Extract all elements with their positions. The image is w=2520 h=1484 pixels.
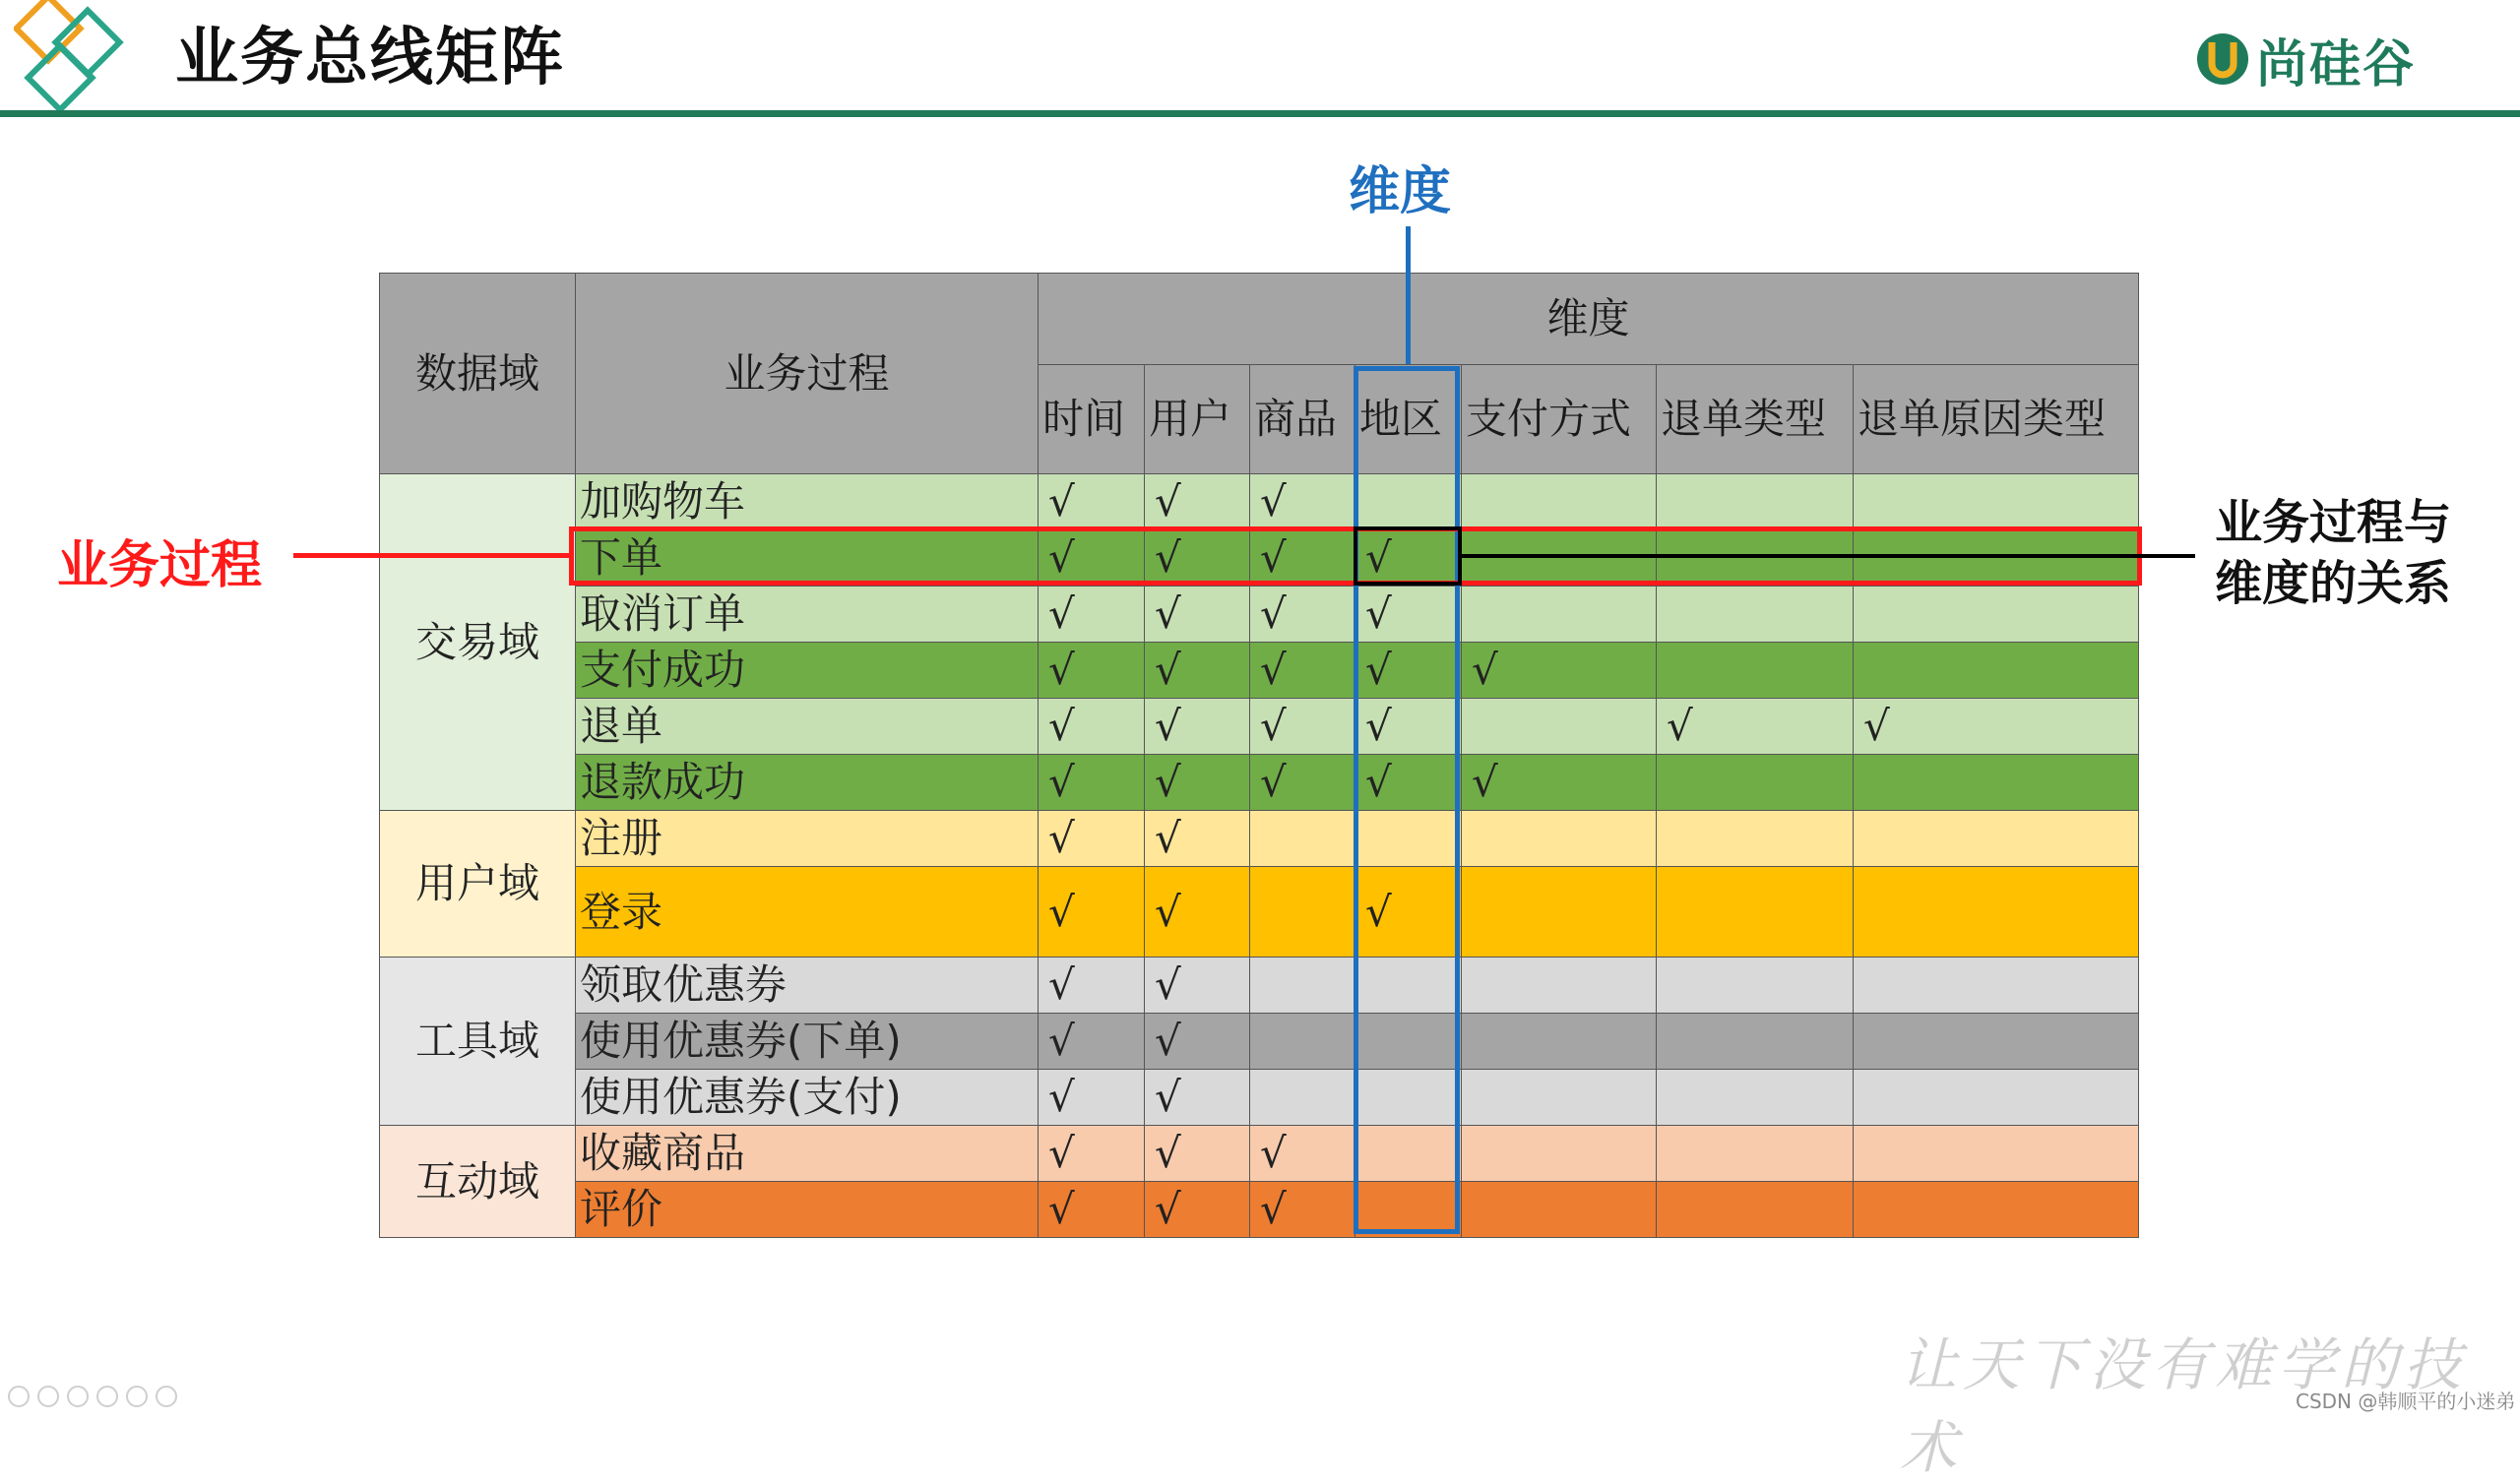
empty-cell	[1462, 587, 1657, 643]
empty-cell	[1462, 1182, 1657, 1238]
header-dim-product: 商品	[1250, 365, 1355, 474]
empty-cell	[1250, 958, 1355, 1014]
more-icon[interactable]	[156, 1386, 177, 1407]
dimension-annotation: 维度	[1349, 162, 1452, 221]
empty-cell	[1854, 867, 2139, 958]
table-row	[380, 867, 2139, 958]
empty-cell	[1657, 474, 1854, 530]
check-cell: √	[1250, 530, 1355, 587]
empty-cell	[1854, 587, 2139, 643]
header-data-domain: 数据域	[380, 274, 576, 474]
relation-line-1: 业务过程与	[2215, 495, 2452, 550]
process-cell: 评价	[576, 1182, 1039, 1238]
check-cell: √	[1250, 1126, 1355, 1182]
empty-cell	[1657, 867, 1854, 958]
check-cell: √	[1355, 699, 1462, 755]
check-cell: √	[1250, 474, 1355, 530]
process-cell: 取消订单	[576, 587, 1039, 643]
check-cell: √	[1250, 587, 1355, 643]
domain-tool: 工具域	[380, 958, 576, 1126]
brand-logo	[2195, 22, 2416, 96]
empty-cell	[1462, 958, 1657, 1014]
process-cell: 使用优惠券(支付)	[576, 1070, 1039, 1126]
page-title: 业务总线矩阵	[175, 22, 565, 94]
empty-cell	[1657, 643, 1854, 699]
relation-annotation	[2215, 492, 2451, 614]
zoom-icon[interactable]	[126, 1386, 148, 1407]
region-column-highlight	[1354, 366, 1460, 1234]
empty-cell	[1462, 811, 1657, 867]
bus-matrix-table	[379, 273, 2139, 1238]
check-cell: √	[1250, 755, 1355, 811]
empty-cell	[1462, 1070, 1657, 1126]
empty-cell	[1854, 1070, 2139, 1126]
check-cell: √	[1355, 867, 1462, 958]
check-cell: √	[1039, 1126, 1145, 1182]
check-cell: √	[1039, 755, 1145, 811]
check-cell: √	[1039, 1014, 1145, 1070]
check-cell: √	[1355, 530, 1462, 587]
check-cell: √	[1355, 755, 1462, 811]
check-cell: √	[1039, 958, 1145, 1014]
check-cell: √	[1355, 643, 1462, 699]
empty-cell	[1462, 1014, 1657, 1070]
empty-cell	[1657, 1070, 1854, 1126]
empty-cell	[1854, 643, 2139, 699]
check-cell: √	[1355, 587, 1462, 643]
check-cell: √	[1039, 643, 1145, 699]
check-cell: √	[1145, 811, 1250, 867]
table-row	[380, 811, 2139, 867]
process-cell: 退款成功	[576, 755, 1039, 811]
empty-cell	[1854, 1182, 2139, 1238]
empty-cell	[1854, 1014, 2139, 1070]
table-row	[380, 643, 2139, 699]
check-cell: √	[1250, 1182, 1355, 1238]
table-row	[380, 1182, 2139, 1238]
empty-cell	[1657, 811, 1854, 867]
check-cell: √	[1039, 587, 1145, 643]
table-row	[380, 958, 2139, 1014]
relation-line-2: 维度的关系	[2215, 556, 2452, 611]
check-cell: √	[1145, 1070, 1250, 1126]
header-dim-time: 时间	[1039, 365, 1145, 474]
domain-trade: 交易域	[380, 474, 576, 811]
check-cell: √	[1462, 755, 1657, 811]
empty-cell	[1462, 474, 1657, 530]
empty-cell	[1657, 755, 1854, 811]
empty-cell	[1657, 1014, 1854, 1070]
grid-icon[interactable]	[96, 1386, 118, 1407]
table-row	[380, 1126, 2139, 1182]
header-dim-refund-type: 退单类型	[1657, 365, 1854, 474]
table-row	[380, 699, 2139, 755]
check-cell: √	[1657, 699, 1854, 755]
header-business-process: 业务过程	[576, 274, 1039, 474]
pen-icon[interactable]	[67, 1386, 89, 1407]
empty-cell	[1657, 958, 1854, 1014]
header-dim-user: 用户	[1145, 365, 1250, 474]
header-dimension-group: 维度	[1039, 274, 2139, 365]
check-cell: √	[1145, 1126, 1250, 1182]
check-cell: √	[1145, 755, 1250, 811]
empty-cell	[1250, 1014, 1355, 1070]
empty-cell	[1854, 811, 2139, 867]
header-divider	[0, 110, 2520, 117]
intersection-highlight	[1354, 526, 1462, 586]
empty-cell	[1462, 867, 1657, 958]
empty-cell	[1854, 474, 2139, 530]
check-cell: √	[1250, 643, 1355, 699]
process-cell: 下单	[576, 530, 1039, 587]
credit-watermark: CSDN @韩顺平的小迷弟	[2296, 1390, 2516, 1413]
process-cell: 注册	[576, 811, 1039, 867]
process-cell: 收藏商品	[576, 1126, 1039, 1182]
brand-u-icon	[2195, 29, 2250, 90]
check-cell: √	[1145, 474, 1250, 530]
empty-cell	[1462, 1126, 1657, 1182]
empty-cell	[1250, 811, 1355, 867]
empty-cell	[1250, 867, 1355, 958]
empty-cell	[1250, 1070, 1355, 1126]
empty-cell	[1657, 587, 1854, 643]
check-cell: √	[1039, 699, 1145, 755]
diamond-logo-icon	[14, 0, 132, 116]
process-cell: 支付成功	[576, 643, 1039, 699]
check-cell: √	[1039, 530, 1145, 587]
prev-slide-icon[interactable]	[8, 1386, 30, 1407]
relation-pointer-line	[1462, 554, 2195, 558]
check-cell: √	[1145, 643, 1250, 699]
check-cell: √	[1145, 587, 1250, 643]
check-cell: √	[1145, 1182, 1250, 1238]
slide-header	[0, 0, 2520, 116]
next-slide-icon[interactable]	[37, 1386, 59, 1407]
check-cell: √	[1145, 867, 1250, 958]
brand-name: 尚硅谷	[2256, 34, 2417, 94]
empty-cell	[1854, 755, 2139, 811]
table-row	[380, 755, 2139, 811]
check-cell: √	[1145, 699, 1250, 755]
check-cell: √	[1145, 958, 1250, 1014]
check-cell: √	[1250, 699, 1355, 755]
table-row	[380, 474, 2139, 530]
process-cell: 领取优惠券	[576, 958, 1039, 1014]
process-cell: 退单	[576, 699, 1039, 755]
check-cell: √	[1039, 867, 1145, 958]
process-annotation: 业务过程	[57, 536, 263, 595]
empty-cell	[1657, 1182, 1854, 1238]
empty-cell	[1462, 699, 1657, 755]
empty-cell	[1657, 1126, 1854, 1182]
check-cell: √	[1039, 1182, 1145, 1238]
table-row	[380, 587, 2139, 643]
dimension-pointer-line	[1406, 226, 1411, 364]
process-cell: 登录	[576, 867, 1039, 958]
process-cell: 使用优惠券(下单)	[576, 1014, 1039, 1070]
table-row	[380, 1014, 2139, 1070]
process-cell: 加购物车	[576, 474, 1039, 530]
domain-user: 用户域	[380, 811, 576, 958]
process-pointer-line	[293, 553, 569, 558]
check-cell: √	[1145, 530, 1250, 587]
domain-interaction: 互动域	[380, 1126, 576, 1238]
table-row	[380, 1070, 2139, 1126]
check-cell: √	[1854, 699, 2139, 755]
header-dim-payment: 支付方式	[1462, 365, 1657, 474]
check-cell: √	[1145, 1014, 1250, 1070]
check-cell: √	[1462, 643, 1657, 699]
empty-cell	[1854, 958, 2139, 1014]
header-dim-refund-reason: 退单原因类型	[1854, 365, 2139, 474]
check-cell: √	[1039, 811, 1145, 867]
header-dim-region: 地区	[1355, 365, 1462, 474]
check-cell: √	[1039, 1070, 1145, 1126]
slogan-watermark: 让天下没有难学的技术	[1900, 1331, 2468, 1481]
empty-cell	[1854, 1126, 2139, 1182]
slide-controls	[8, 1386, 177, 1407]
check-cell: √	[1039, 474, 1145, 530]
